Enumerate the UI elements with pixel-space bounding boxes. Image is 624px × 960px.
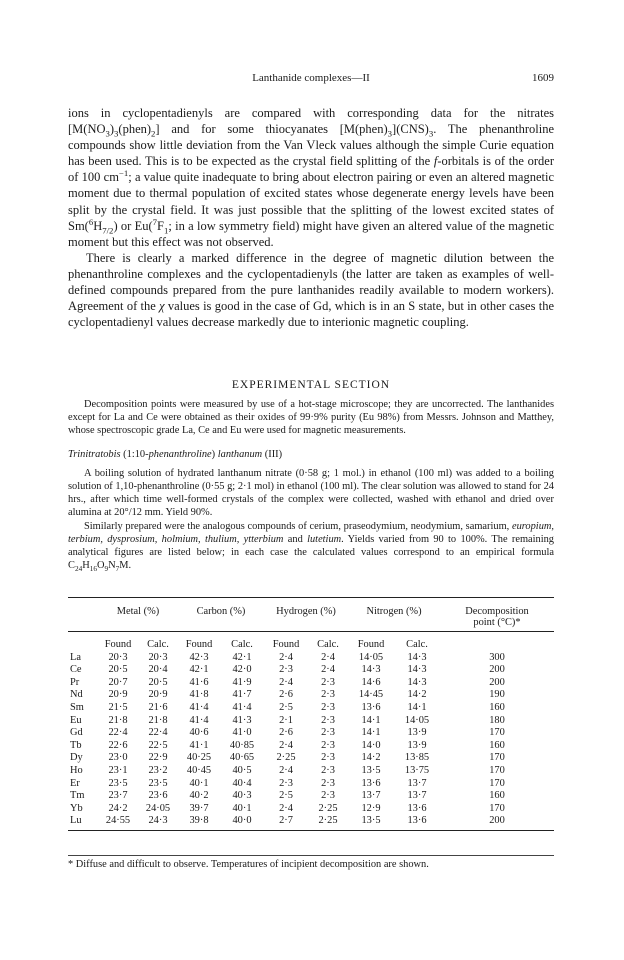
value-cell: 42·3: [189, 651, 209, 663]
text-run: F: [157, 218, 164, 233]
header-metal: Metal (%): [98, 598, 178, 617]
table-row: [68, 651, 554, 664]
subheader-cell: Found: [104, 638, 132, 650]
value-cell: 22·5: [148, 739, 168, 751]
value-cell: 40·65: [229, 752, 255, 764]
value-cell: 40·45: [186, 764, 212, 776]
value-cell: 170: [489, 777, 505, 789]
value-cell: 41·9: [232, 676, 252, 688]
value-cell: 23·1: [108, 764, 128, 776]
value-cell: 14·2: [407, 689, 427, 701]
table-row: [68, 714, 554, 727]
element-cell: Eu: [70, 714, 82, 726]
compound-subheading: [68, 448, 554, 461]
text-run: ; in a low symmetry field) might have given an altered value of the magnetic moment but this effect was not observed.: [68, 218, 555, 249]
experimental-paragraph-3: [68, 520, 554, 573]
value-cell: 2·7: [264, 815, 308, 831]
discussion-paragraph-2: [68, 250, 554, 330]
text-run: (III): [262, 448, 283, 460]
value-cell: 2·4: [321, 651, 335, 663]
value-cell: 40·25: [186, 752, 212, 764]
text-run: ](CNS): [392, 122, 429, 137]
element-cell: Tm: [70, 790, 85, 802]
text-run: lutetium: [307, 533, 342, 545]
text-run: lanthanum: [217, 448, 263, 460]
text-run: N: [108, 560, 116, 572]
text-run: H: [93, 218, 103, 233]
value-cell: 14·3: [407, 651, 427, 663]
text-run: -orbitals is of the order of 100 cm: [68, 154, 554, 185]
running-header: [68, 72, 554, 88]
value-cell: 24·55: [98, 815, 138, 831]
section-heading: EXPERIMENTAL SECTION: [231, 379, 391, 391]
value-cell: 40·2: [189, 790, 209, 802]
analysis-table: [68, 597, 554, 831]
text-run: (phen): [118, 122, 152, 137]
text-run: ions in cyclopentadienyls are compared with corresponding data for the nitrates [M(NO: [68, 106, 554, 137]
table-row: [68, 752, 554, 765]
value-cell: 21·8: [108, 714, 128, 726]
text-run: 3: [114, 128, 119, 139]
value-cell: 40·6: [189, 727, 209, 739]
text-run: −1: [118, 168, 129, 179]
value-cell: 13·75: [404, 764, 430, 776]
subheader-cell: Calc.: [231, 638, 253, 650]
subheader-cell: Calc.: [147, 638, 169, 650]
value-cell: 13·9: [407, 727, 427, 739]
value-cell: 2·4: [279, 651, 293, 663]
value-cell: 24·05: [145, 802, 171, 814]
value-cell: 2·3: [279, 777, 293, 789]
header-carbon: Carbon (%): [178, 598, 264, 617]
value-cell: 42·1: [189, 664, 209, 676]
text-run: ): [109, 122, 115, 137]
value-cell: 14·3: [407, 676, 427, 688]
table-body: [68, 632, 554, 831]
value-cell: 20·3: [148, 651, 168, 663]
value-cell: 20·5: [108, 664, 128, 676]
text-run: 24: [74, 565, 83, 574]
table-row: [68, 739, 554, 752]
value-cell: 2·4: [279, 739, 293, 751]
table-row: [68, 815, 554, 831]
value-cell: 13·9: [407, 739, 427, 751]
text-run: Trinitratobis: [68, 448, 121, 460]
header-decomposition-line-2: point (°C)*: [440, 617, 554, 632]
value-cell: 22·9: [148, 752, 168, 764]
value-cell: 12·9: [361, 802, 381, 814]
value-cell: 2·25: [308, 815, 348, 831]
experimental-paragraph-2: [68, 467, 554, 520]
value-cell: 2·5: [279, 701, 293, 713]
text-run: . Yields varied from 90 to 100%. The remaining analytical figures are listed below; in each case the calculated values correspond to an empirical formula C: [68, 533, 554, 572]
value-cell: 22·6: [108, 739, 128, 751]
value-cell: 13·7: [407, 777, 427, 789]
value-cell: 13·5: [348, 815, 394, 831]
text-run: Similarly prepared were the analogous compounds of cerium, praseodymium, neodymium, samarium,: [84, 520, 512, 532]
text-run: (1:10-: [120, 448, 149, 460]
value-cell: 23·7: [108, 790, 128, 802]
value-cell: 21·5: [108, 701, 128, 713]
value-cell: 300: [489, 651, 505, 663]
text-run: ) or Eu(: [113, 218, 153, 233]
value-cell: 13·85: [404, 752, 430, 764]
value-cell: 2·3: [321, 764, 335, 776]
text-run: f: [433, 154, 438, 169]
value-cell: 14·1: [361, 727, 381, 739]
value-cell: 41·8: [189, 689, 209, 701]
table-row: [68, 789, 554, 802]
value-cell: 2·5: [279, 790, 293, 802]
subheader-cell: Found: [185, 638, 213, 650]
value-cell: 14·05: [358, 651, 384, 663]
text-run: and: [283, 533, 308, 545]
value-cell: 39·8: [178, 815, 220, 831]
value-cell: 2·3: [321, 714, 335, 726]
element-cell: Ce: [70, 664, 82, 676]
value-cell: 20·5: [148, 676, 168, 688]
running-title: Lanthanide complexes—II: [252, 72, 370, 84]
text-run: phenanthroline: [148, 448, 212, 460]
element-cell: Er: [70, 777, 80, 789]
text-run: 3: [428, 128, 434, 139]
value-cell: 41·6: [189, 676, 209, 688]
value-cell: 20·4: [148, 664, 168, 676]
value-cell: 40·0: [220, 815, 264, 831]
discussion-text: [68, 105, 554, 330]
value-cell: 200: [440, 815, 554, 831]
value-cell: 14·3: [361, 664, 381, 676]
value-cell: 14·0: [361, 739, 381, 751]
value-cell: 41·4: [232, 701, 252, 713]
value-cell: 13·6: [394, 815, 440, 831]
element-cell: La: [70, 651, 81, 663]
value-cell: 2·3: [279, 664, 293, 676]
value-cell: 2·1: [279, 714, 293, 726]
value-cell: 200: [489, 664, 505, 676]
text-run: O: [96, 560, 105, 572]
table-footnote: [68, 855, 554, 870]
value-cell: 23·6: [148, 790, 168, 802]
value-cell: 40·5: [232, 764, 252, 776]
value-cell: 41·0: [232, 727, 252, 739]
value-cell: 2·4: [321, 664, 335, 676]
value-cell: 14·2: [361, 752, 381, 764]
value-cell: 21·6: [148, 701, 168, 713]
text-run: ; a value quite inadequate to bring about electron pairing or even an altered magnetic moment due to thermal population of excited states whose degenerate energy levels have been split by the crystal field. It was just possible that the splitting of the lowest excited states of Sm(: [68, 170, 554, 233]
element-cell: Lu: [68, 815, 98, 831]
value-cell: 14·3: [407, 664, 427, 676]
value-cell: 13·7: [361, 790, 381, 802]
header-decomposition-line-1: Decomposition: [465, 605, 529, 617]
value-cell: 40·3: [232, 790, 252, 802]
value-cell: 39·7: [189, 802, 209, 814]
value-cell: 40·4: [232, 777, 252, 789]
table-row: [68, 777, 554, 790]
footnote-rule: [68, 855, 554, 856]
text-run: M.: [119, 560, 132, 572]
element-cell: Ho: [70, 764, 83, 776]
value-cell: 2·3: [321, 676, 335, 688]
value-cell: 160: [489, 739, 505, 751]
text-run: There is clearly a marked difference in the degree of magnetic dilution between the phenanthroline complexes and the cyclopentadienyls (the latter are taken as examples of well-defined compounds prepared from the pure lanthanides readily available to modern workers). Agreement of the: [68, 250, 554, 314]
table-row: [68, 663, 554, 676]
value-cell: 13·6: [361, 777, 381, 789]
value-cell: 2·3: [321, 727, 335, 739]
text-run: europium, terbium, dysprosium, holmium, thulium, ytterbium: [68, 520, 554, 545]
text-run: 7: [115, 565, 120, 574]
value-cell: 41·7: [232, 689, 252, 701]
value-cell: 2·3: [321, 752, 335, 764]
text-run: 3: [105, 128, 110, 139]
text-run: ] and for some thiocyanates [M(phen): [155, 122, 388, 137]
subheader-row: [68, 632, 554, 651]
subheader-cell: Calc.: [317, 638, 339, 650]
text-run: 2: [151, 128, 156, 139]
header-hydrogen: Hydrogen (%): [264, 598, 348, 617]
value-cell: 41·4: [189, 701, 209, 713]
subheader-blank: [68, 632, 98, 651]
value-cell: 14·1: [361, 714, 381, 726]
value-cell: 42·0: [232, 664, 252, 676]
value-cell: 2·3: [321, 777, 335, 789]
value-cell: 24·3: [138, 815, 178, 831]
value-cell: 23·0: [108, 752, 128, 764]
element-cell: Pr: [70, 676, 80, 688]
value-cell: 22·4: [108, 727, 128, 739]
value-cell: 170: [489, 727, 505, 739]
value-cell: 2·3: [321, 790, 335, 802]
footnote-text: * Diffuse and difficult to observe. Temperatures of incipient decomposition are shown.: [68, 859, 429, 870]
value-cell: 200: [489, 676, 505, 688]
subheader-cell: Found: [357, 638, 385, 650]
value-cell: 170: [489, 764, 505, 776]
value-cell: 2·25: [318, 802, 338, 814]
value-cell: 170: [489, 752, 505, 764]
experimental-text: [68, 398, 554, 572]
table-row: [68, 676, 554, 689]
subheader-cell: Calc.: [406, 638, 428, 650]
value-cell: 41·3: [232, 714, 252, 726]
text-run: ): [211, 448, 218, 460]
text-run: H: [82, 560, 90, 572]
element-cell: Tb: [70, 739, 82, 751]
table-row: [68, 701, 554, 714]
element-cell: Yb: [70, 802, 83, 814]
value-cell: 2·3: [321, 689, 335, 701]
value-cell: 160: [489, 701, 505, 713]
text-run: A boiling solution of hydrated lanthanum nitrate (0·58 g; 1 mol.) in ethanol (100 ml) was added to a boiling solution of 1,10-phenanthroline (0·55 g; 2·1 mol) in ethanol (100 ml). The clear solution was allowed to stand for 24 hrs., after which time well-formed crystals of the complex were collected, washed with ethanol and dried over alumina at 20°/12 mm. Yield 90%.: [68, 467, 554, 519]
header-spacer: [98, 617, 440, 632]
value-cell: 13·6: [361, 701, 381, 713]
value-cell: 20·3: [108, 651, 128, 663]
table-row: [68, 764, 554, 777]
element-cell: Dy: [70, 752, 83, 764]
header-decomposition: [440, 598, 554, 617]
text-run: 9: [104, 565, 109, 574]
text-run: 7: [152, 216, 158, 227]
value-cell: 20·9: [148, 689, 168, 701]
header-blank: [68, 598, 98, 617]
text-run: 1: [164, 225, 169, 236]
text-run: χ: [159, 299, 165, 314]
value-cell: 2·4: [279, 676, 293, 688]
text-run: Decomposition points were measured by use of a hot-stage microscope; they are uncorrected. The lanthanides except for La and Ce were obtained as their oxides of 99·9% purity (Eu 98%) from Messrs. Johnson and Matthey, whose spectroscopic grade La, Ce and Eu were used for magnetic measurements.: [68, 399, 554, 437]
table-row: [68, 689, 554, 702]
element-cell: Sm: [70, 701, 84, 713]
text-run: 7/2: [102, 225, 114, 236]
value-cell: 20·7: [108, 676, 128, 688]
table-row: [68, 802, 554, 815]
value-cell: 24·2: [108, 802, 128, 814]
value-cell: 41·4: [189, 714, 209, 726]
value-cell: 2·4: [279, 802, 293, 814]
table-row: [68, 726, 554, 739]
page-number: 1609: [532, 72, 554, 84]
value-cell: 2·6: [279, 689, 293, 701]
value-cell: 40·85: [229, 739, 255, 751]
text-run: 16: [89, 565, 97, 574]
value-cell: 40·1: [232, 802, 252, 814]
value-cell: 42·1: [232, 651, 252, 663]
value-cell: 190: [489, 689, 505, 701]
value-cell: 2·6: [279, 727, 293, 739]
value-cell: 2·3: [321, 701, 335, 713]
value-cell: 21·8: [148, 714, 168, 726]
value-cell: 180: [489, 714, 505, 726]
value-cell: 40·1: [189, 777, 209, 789]
value-cell: 14·05: [404, 714, 430, 726]
subheader-blank: [440, 632, 554, 651]
text-run: 3: [387, 128, 393, 139]
value-cell: 2·4: [279, 764, 293, 776]
value-cell: 23·5: [148, 777, 168, 789]
text-run: . The phenanthroline compounds show little deviation from the Van Vleck values although the simple Curie equation has been used. This is to be expected as the crystal field splitting of the: [68, 122, 554, 169]
value-cell: 14·1: [407, 701, 427, 713]
value-cell: 13·6: [407, 802, 427, 814]
text-run: 6: [88, 216, 94, 227]
value-cell: 2·25: [276, 752, 296, 764]
value-cell: 20·9: [108, 689, 128, 701]
value-cell: 23·2: [148, 764, 168, 776]
header-nitrogen: Nitrogen (%): [348, 598, 440, 617]
value-cell: 2·3: [321, 739, 335, 751]
element-cell: Gd: [70, 727, 83, 739]
discussion-paragraph-1: [68, 105, 554, 250]
value-cell: 13·7: [407, 790, 427, 802]
header-blank-2: [68, 617, 98, 632]
value-cell: 170: [489, 802, 505, 814]
value-cell: 13·5: [361, 764, 381, 776]
value-cell: 23·5: [108, 777, 128, 789]
experimental-paragraph-1: [68, 398, 554, 438]
value-cell: 14·45: [358, 689, 384, 701]
subheader-cell: Found: [272, 638, 300, 650]
text-run: values is good in the case of Gd, which is in an S state, but in other cases the cyclopentadienyl values decrease markedly due to interionic magnetic coupling.: [68, 299, 554, 330]
value-cell: 14·6: [361, 676, 381, 688]
element-cell: Nd: [70, 689, 83, 701]
value-cell: 160: [489, 790, 505, 802]
value-cell: 22·4: [148, 727, 168, 739]
value-cell: 41·1: [189, 739, 209, 751]
